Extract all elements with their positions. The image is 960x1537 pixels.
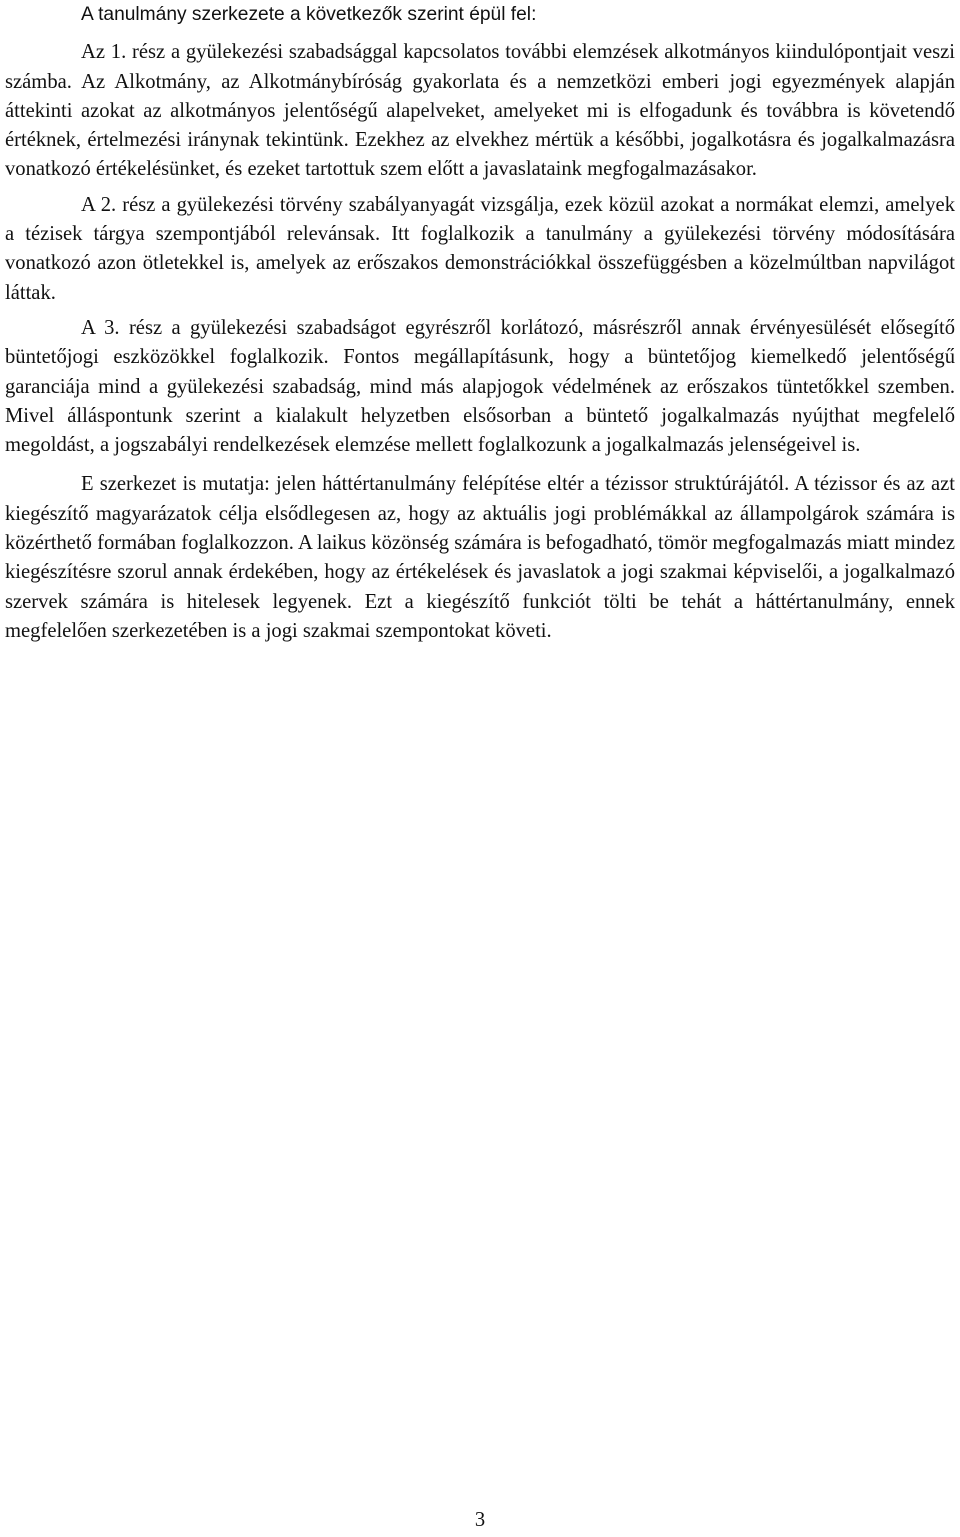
document-body — [5, 0, 955, 646]
paragraph-part-1: Az 1. rész a gyülekezési szabadsággal kapcsolatos további elemzések alkotmányos kiindulópontjait veszi számba. Az Alkotmány, az Alkotmánybíróság gyakorlata és a nemzetközi emberi jogi egyezmények alapján áttekinti azokat az alkotmányos jelentőségű alapelveket, amelyeket mi is elfogadunk és továbbra is követendő értéknek, értelmezési iránynak tekintünk. Ezekhez az elvekhez mértük a későbbi, jogalkotásra és jogalkalmazásra vonatkozó értékelésünket, és ezeket tartottuk szem előtt a javaslataink megfogalmazásakor. — [5, 41, 955, 181]
page-number: 3 — [474, 1509, 486, 1531]
intro-line: A tanulmány szerkezete a következők szerint épül fel: — [81, 4, 537, 25]
paragraph-structure-summary: E szerkezet is mutatja: jelen háttértanulmány felépítése eltér a tézissor struktúrájától. A tézissor és az azt kiegészítő magyarázatok célja elsődlegesen az, hogy az aktuális jogi problémákkal az állampolgárok számára is közérthető formában foglalkozzon. A laikus közönség számára is befogadható, tömör megfogalmazás miatt mindez kiegészítésre szorul annak érdekében, hogy az értékelések és javaslatok a jogi szakmai képviselői, a jogalkalmazó szervek számára is hitelesek legyenek. Ezt a kiegészítő funkciót tölti be tehát a háttértanulmány, ennek megfelelően szerkezetében is a jogi szakmai szempontokat követi. — [5, 473, 955, 642]
paragraph-part-3: A 3. rész a gyülekezési szabadságot egyrészről korlátozó, másrészről annak érvényesülését elősegítő büntetőjogi eszközökkel foglalkozik. Fontos megállapításunk, hogy a büntetőjog kiemelkedő jelentőségű garanciája mind a gyülekezési szabadság, mind más alapjogok védelmének az erőszakos tüntetőkkel szemben. Mivel álláspontunk szerint a kialakult helyzetben elsősorban a büntető jogalkalmazás nyújthat megfelelő megoldást, a jogszabályi rendelkezések elemzése mellett foglalkozunk a jogalkalmazás jelenségeivel is. — [5, 316, 955, 457]
paragraph-part-2: A 2. rész a gyülekezési törvény szabályanyagát vizsgálja, ezek közül azokat a normákat elemzi, amelyek a tézisek tárgya szempontjából relevánsak. Itt foglalkozik a tanulmány a gyülekezési törvény módosítására vonatkozó azon ötletekkel is, amelyek az erőszakos demonstrációkkal összefüggésben a közelmúltban napvilágot láttak. — [5, 193, 955, 304]
